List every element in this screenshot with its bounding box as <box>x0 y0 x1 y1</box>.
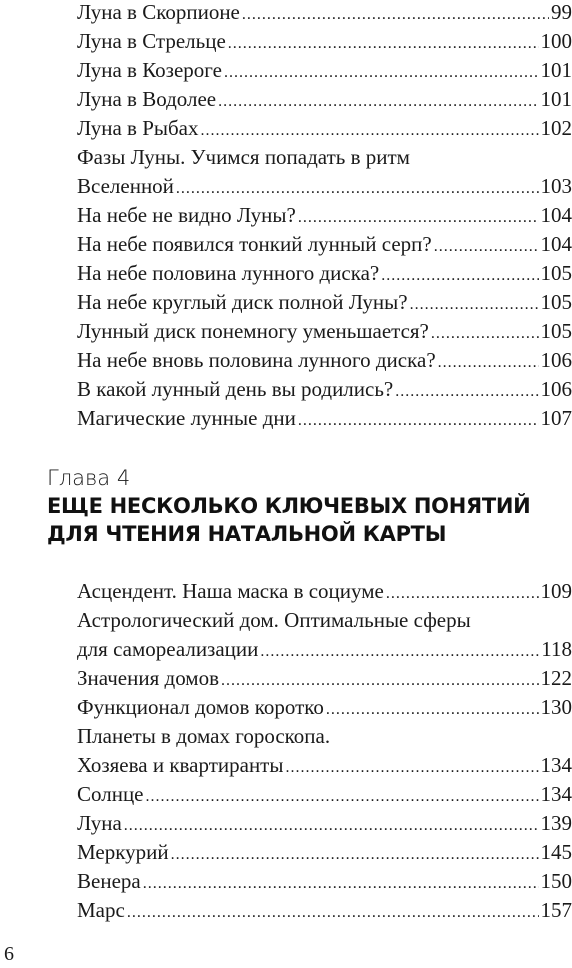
toc-entry-page: 106 <box>540 348 572 372</box>
toc-entry-title: Луна <box>77 811 122 835</box>
toc-entry[interactable] <box>77 0 572 27</box>
toc-entry-title: Функционал домов коротко <box>77 695 324 719</box>
toc-entry-page: 134 <box>540 782 572 806</box>
toc-entry-title: Значения домов <box>77 666 219 690</box>
toc-entry-title: Солнце <box>77 782 144 806</box>
toc-entry-title: На небе появился тонкий лунный серп? <box>77 232 432 256</box>
toc-entry-title: На небе вновь половина лунного диска? <box>77 348 436 372</box>
toc-entry-page: 134 <box>540 753 572 777</box>
toc-leader-dots <box>260 637 539 666</box>
toc-entry-page: 145 <box>540 840 572 864</box>
toc-section-bottom <box>77 577 572 925</box>
toc-entry-title: Меркурий <box>77 840 169 864</box>
toc-leader-dots <box>381 261 538 290</box>
toc-leader-dots <box>146 782 539 811</box>
toc-entry[interactable] <box>77 664 572 693</box>
toc-entry-title: Луна в Стрельце <box>77 29 226 53</box>
toc-entry-title: На небе круглый диск полной Луны? <box>77 290 408 314</box>
toc-entry[interactable] <box>77 896 572 925</box>
toc-entry[interactable] <box>77 288 572 317</box>
toc-entry[interactable] <box>77 375 572 404</box>
toc-entry-page: 100 <box>540 29 572 53</box>
toc-leader-dots <box>395 377 538 406</box>
toc-entry-title: На небе не видно Луны? <box>77 203 296 227</box>
toc-entry[interactable] <box>77 172 572 201</box>
toc-entry-page: 105 <box>540 290 572 314</box>
toc-entry-page: 102 <box>540 116 572 140</box>
toc-entry-title: Марс <box>77 898 125 922</box>
toc-entry-page: 101 <box>540 87 572 111</box>
toc-entry[interactable] <box>77 751 572 780</box>
toc-leader-dots <box>285 753 538 782</box>
toc-entry[interactable] <box>77 317 572 346</box>
toc-leader-dots <box>221 666 539 695</box>
toc-entry[interactable] <box>77 201 572 230</box>
toc-leader-dots <box>434 232 539 261</box>
toc-entry-title-continued[interactable]: Фазы Луны. Учимся попадать в ритм <box>77 145 410 169</box>
toc-entry[interactable] <box>77 635 572 664</box>
page-number: 6 <box>4 943 14 965</box>
toc-leader-dots <box>410 290 539 319</box>
toc-entry[interactable] <box>77 230 572 259</box>
toc-entry-page: 105 <box>540 261 572 285</box>
toc-entry-title: На небе половина лунного диска? <box>77 261 380 285</box>
toc-entry-page: 99 <box>551 0 572 24</box>
toc-entry-page: 122 <box>540 666 572 690</box>
toc-entry-title: для самореализации <box>77 637 259 661</box>
toc-entry-title: Луна в Рыбах <box>77 116 199 140</box>
chapter-label: Глава 4 <box>47 466 131 490</box>
toc-entry-title: Асцендент. Наша маска в социуме <box>77 579 384 603</box>
toc-entry-title: Лунный диск понемногу уменьшается? <box>77 319 429 343</box>
toc-entry-title: Луна в Водолее <box>77 87 217 111</box>
toc-entry[interactable] <box>77 577 572 606</box>
toc-entry[interactable] <box>77 346 572 375</box>
toc-leader-dots <box>298 406 539 435</box>
toc-entry-page: 101 <box>540 58 572 82</box>
chapter-title-line-2: ДЛЯ ЧТЕНИЯ НАТАЛЬНОЙ КАРТЫ <box>47 522 447 546</box>
chapter-title-line-1: ЕЩЕ НЕСКОЛЬКО КЛЮЧЕВЫХ ПОНЯТИЙ <box>47 494 531 518</box>
toc-entry[interactable] <box>77 259 572 288</box>
toc-leader-dots <box>171 840 539 869</box>
toc-entry[interactable] <box>77 867 572 896</box>
toc-entry-page: 157 <box>540 898 572 922</box>
toc-leader-dots <box>218 87 538 116</box>
toc-leader-dots <box>242 0 549 29</box>
toc-leader-dots <box>127 898 539 927</box>
toc-leader-dots <box>124 811 539 840</box>
toc-entry[interactable] <box>77 27 572 56</box>
toc-entry[interactable] <box>77 693 572 722</box>
toc-leader-dots <box>143 869 539 898</box>
toc-entry-page: 106 <box>540 377 572 401</box>
toc-entry[interactable] <box>77 809 572 838</box>
toc-leader-dots <box>176 174 539 203</box>
toc-entry-page: 139 <box>540 811 572 835</box>
toc-leader-dots <box>438 348 539 377</box>
toc-entry[interactable] <box>77 404 572 433</box>
toc-leader-dots <box>228 29 539 58</box>
toc-entry[interactable] <box>77 56 572 85</box>
toc-leader-dots <box>298 203 539 232</box>
toc-entry-title: Луна в Скорпионе <box>77 0 240 24</box>
toc-entry-page: 107 <box>540 406 572 430</box>
toc-entry-page: 103 <box>540 174 572 198</box>
toc-leader-dots <box>201 116 539 145</box>
toc-entry[interactable] <box>77 780 572 809</box>
toc-entry[interactable] <box>77 85 572 114</box>
toc-entry-page: 118 <box>541 637 572 661</box>
toc-entry-title-continued[interactable]: Астрологический дом. Оптимальные сферы <box>77 608 471 632</box>
toc-leader-dots <box>386 579 539 608</box>
toc-entry-page: 109 <box>540 579 572 603</box>
toc-entry-page: 104 <box>540 203 572 227</box>
toc-entry-title: Магические лунные дни <box>77 406 296 430</box>
toc-leader-dots <box>431 319 539 348</box>
chapter-heading <box>47 464 567 548</box>
toc-entry-title: Луна в Козероге <box>77 58 222 82</box>
toc-entry-page: 150 <box>540 869 572 893</box>
toc-section-top <box>77 0 572 433</box>
toc-entry-page: 105 <box>540 319 572 343</box>
toc-entry-title-continued[interactable]: Планеты в домах гороскопа. <box>77 724 331 748</box>
toc-entry[interactable] <box>77 838 572 867</box>
toc-entry-title: Хозяева и квартиранты <box>77 753 284 777</box>
toc-entry-title: Вселенной <box>77 174 174 198</box>
toc-leader-dots <box>224 58 539 87</box>
toc-leader-dots <box>326 695 539 724</box>
toc-entry-title: В какой лунный день вы родились? <box>77 377 394 401</box>
toc-entry-page: 130 <box>540 695 572 719</box>
toc-entry[interactable] <box>77 114 572 143</box>
toc-entry-page: 104 <box>540 232 572 256</box>
toc-entry-title: Венера <box>77 869 141 893</box>
